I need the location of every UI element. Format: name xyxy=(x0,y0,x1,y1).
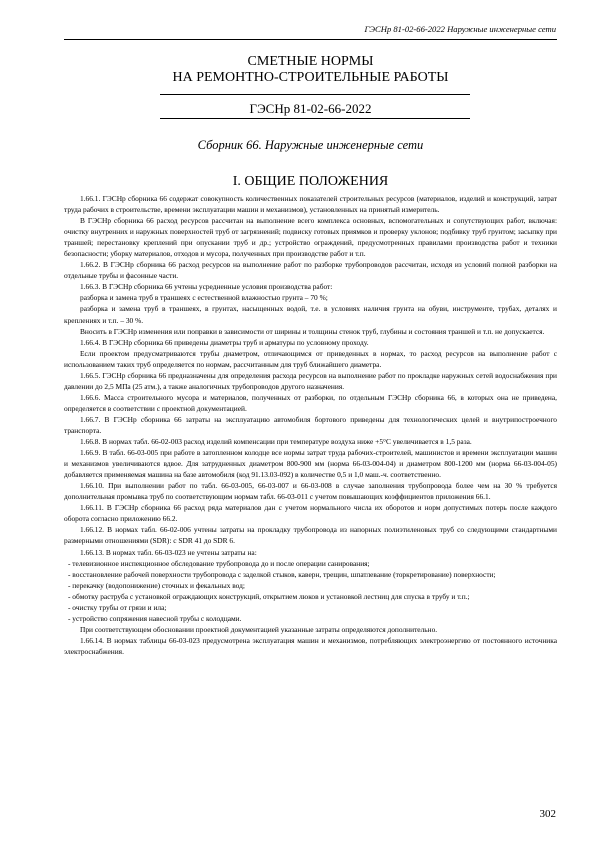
paragraph: Вносить в ГЭСНр изменения или поправки в зависимости от ширины и толщины стенок труб, глубины и состояния траншей и т.п. не допускается. xyxy=(80,326,545,336)
section-title: I. ОБЩИЕ ПОЛОЖЕНИЯ xyxy=(232,174,389,189)
list-item: - восстановление рабочей поверхности трубопровода с заделкой стыков, каверн, трещин, шпатлевание (торкретирование) поверхности; xyxy=(68,569,496,579)
paragraph: 1.66.12. В нормах табл. 66-02-006 учтены затраты на прокладку трубопровода из напорных полиэтиленовых труб со следующими стандартными размерными отношениями (SDR): с SDR 41 до SDR 6. xyxy=(64,525,557,546)
paragraph: При соответствующем обосновании проектной документацией указанные затраты определяются дополнительно. xyxy=(80,624,438,634)
running-header: ГЭСНр 81-02-66-2022 Наружные инженерные сети xyxy=(364,24,556,34)
paragraph: 1.66.8. В нормах табл. 66-02-003 расход изделий компенсации при температуре воздуха ниже +5°С увеличивается в 1,5 раза. xyxy=(80,437,472,447)
title-line-2: НА РЕМОНТНО-СТРОИТЕЛЬНЫЕ РАБОТЫ xyxy=(172,70,449,85)
page-number: 302 xyxy=(539,808,556,820)
paragraph: разборка и замена труб в траншеях, в грунтах, насыщенных водой, т.е. в условиях наличия грунта на обуви, инструменте, трубах, деталях и креплениях и т.п. – 30 %. xyxy=(64,304,557,325)
list-item: - перекачку (водопонижение) сточных и фекальных вод; xyxy=(68,580,245,590)
paragraph: разборка и замена труб в траншеях с естественной влажностью грунта – 70 %; xyxy=(80,293,328,303)
list-item: - телевизионное инспекционное обследование трубопровода до и после операции санирования; xyxy=(68,558,370,568)
paragraph: 1.66.6. Масса строительного мусора и материалов, полученных от разборки, по отдельным ГЭСНр сборника 66, в которых она не приведена, определяется в соответствии с проектной документацией. xyxy=(64,392,557,413)
document-body xyxy=(64,193,557,657)
paragraph: 1.66.10. При выполнении работ по табл. 66-03-005, 66-03-007 и 66-03-008 в случае заполнения трубопровода более чем на 30 % требуется дополнительная промывка труб по соответствующим нормам табл. 66-03-011 с учетом повышающих коэффициентов приложения 66.1. xyxy=(64,481,557,502)
paragraph: 1.66.5. ГЭСНр сборника 66 предназначены для определения расхода ресурсов на выполнение работ по прокладке наружных сетей водоснабжения при давлении до 2,5 МПа (25 атм.), а также аналогичных трубопроводов другого назначения. xyxy=(64,370,557,391)
header-rule xyxy=(64,39,557,40)
paragraph: 1.66.13. В нормах табл. 66-03-023 не учтены затраты на: xyxy=(80,547,257,557)
collection-title: Сборник 66. Наружные инженерные сети xyxy=(197,138,424,152)
list-item: - очистку трубы от грязи и ила; xyxy=(68,602,167,612)
paragraph: 1.66.1. ГЭСНр сборника 66 содержат совокупность количественных показателей строительных ресурсов (материалов, изделий и конструкций, затрат труда рабочих в строительстве, времени эксплуатации машин и механизмов), установленных на принятый измеритель. xyxy=(64,194,557,215)
title-rule-bottom xyxy=(160,118,470,119)
paragraph: 1.66.2. В ГЭСНр сборника 66 расход ресурсов на выполнение работ по разборке трубопроводов рассчитан, исходя из условий полной разборки на отдельные трубы и фасонные части. xyxy=(64,260,557,281)
paragraph: 1.66.7. В ГЭСНр сборника 66 затраты на эксплуатацию автомобиля бортового приведены для технологических целей и внутрипостроечного транспорта. xyxy=(64,414,557,435)
paragraph: 1.66.11. В ГЭСНр сборника 66 расход ряда материалов дан с учетом нормального числа их оборотов и норм допустимых потерь после каждого оборота согласно приложению 66.2. xyxy=(64,503,557,524)
norms-code: ГЭСНр 81-02-66-2022 xyxy=(249,101,372,116)
title-rule-top xyxy=(160,94,470,95)
paragraph: В ГЭСНр сборника 66 расход ресурсов рассчитан на выполнение всего комплекса основных, вспомогательных и сопутствующих работ, включая: очистку внутренних и наружных поверхностей труб от загрязнений; подвиску готовых приямков и проверку уклонов; подбивку труб грунтом; засыпку при траншей; перестановку креплений при опускании труб и др.; устройство ограждений, предусмотренных правилами производства работ и техники безопасности; уборку материалов, отходов и мусора, полученных при производстве работ и т.п. xyxy=(64,216,557,259)
document-title xyxy=(64,54,557,86)
title-line-1: СМЕТНЫЕ НОРМЫ xyxy=(247,54,374,69)
paragraph: 1.66.14. В нормах таблицы 66-03-023 предусмотрена эксплуатация машин и механизмов, потребляющих электроэнергию от постоянного источника электроснабжения. xyxy=(64,635,557,656)
paragraph: 1.66.3. В ГЭСНр сборника 66 учтены усредненные условия производства работ: xyxy=(80,282,333,292)
paragraph: Если проектом предусматриваются трубы диаметром, отличающимся от приведенных в нормах, то расход ресурсов на выполнение работ с использованием таких труб определяется по нормам, рассчитанным для труб ближайшего диаметра. xyxy=(64,348,557,369)
paragraph: 1.66.9. В табл. 66-03-005 при работе в затопленном колодце все нормы затрат труда рабочих-строителей, машинистов и времени эксплуатации машин и механизмов увеличиваются вдвое. Для затрудненных диаметром 800-900 мм (норма 66-03-004-04) и диаметром 800-1200 мм (норма 66-03-004-05) добавляется применяемая машина на базе автомобиля (код 91.13.03-092) в количестве 0,5 и 1,0 маш.-ч. соответственно. xyxy=(64,448,557,480)
list-item: - обмотку раструба с установкой ограждающих конструкций, открытием люков и установкой лестниц для спуска в трубу и т.п.; xyxy=(68,591,470,601)
list-item: - устройство сопряжения навесной трубы с колодцами. xyxy=(68,613,242,623)
paragraph: 1.66.4. В ГЭСНр сборника 66 приведены диаметры труб и арматуры по условному проходу. xyxy=(80,337,369,347)
